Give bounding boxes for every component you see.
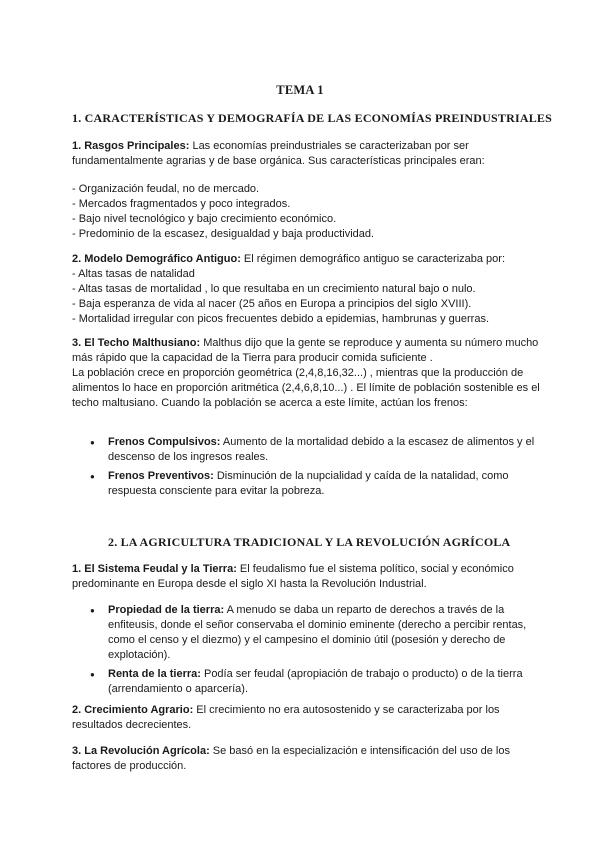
- techo-label: 3. El Techo Malthusiano:: [72, 337, 201, 349]
- techo-paragraph-2: La población crece en proporción geométrica (2,4,8,16,32...) , mientras que la producción de alimentos lo hace en proporción aritmética (2,4,6,8,10...) . El límite de población sostenible es el techo maltusiano. Cuando la población se acerca a este límite, actúan los frenos:: [72, 367, 540, 409]
- feudal-text: El feudalismo fue el sistema político, social y económico predominante en Europa desde el siglo XI hasta la Revolución Industrial.: [72, 563, 514, 590]
- crecimiento-text: El crecimiento no era autosostenido y se caracterizaba por los resultados decrecientes.: [72, 704, 500, 731]
- bullet-label: Renta de la tierra:: [108, 668, 201, 680]
- bullet-label: Frenos Preventivos:: [108, 470, 214, 482]
- section-2-heading: 2. LA AGRICULTURA TRADICIONAL Y LA REVOLUCIÓN AGRÍCOLA: [108, 535, 511, 549]
- list-item: - Bajo nivel tecnológico y bajo crecimiento económico.: [72, 213, 337, 225]
- list-item: - Mortalidad irregular con picos frecuentes debido a epidemias, hambrunas y guerras.: [72, 313, 489, 325]
- list-item: - Predominio de la escasez, desigualdad y baja productividad.: [72, 228, 375, 240]
- list-item: - Baja esperanza de vida al nacer (25 años en Europa a principios del siglo XVIII).: [72, 298, 472, 310]
- rasgos-list: [72, 182, 542, 242]
- modelo-label: 2. Modelo Demográfico Antiguo:: [72, 253, 241, 265]
- revolucion-paragraph: [72, 744, 542, 774]
- list-item: - Mercados fragmentados y poco integrados.: [72, 198, 291, 210]
- bullet-label: Frenos Compulsivos:: [108, 436, 221, 448]
- list-item: [90, 469, 540, 499]
- techo-paragraph: [72, 336, 542, 366]
- modelo-paragraph: [72, 252, 542, 327]
- bullet-text: Disminución de la nupcialidad y caída de la natalidad, como respuesta consciente para evitar la pobreza.: [108, 470, 509, 497]
- crecimiento-paragraph: [72, 703, 542, 733]
- feudal-paragraph: [72, 562, 542, 592]
- frenos-list: [90, 435, 540, 503]
- list-item: - Altas tasas de natalidad: [72, 268, 195, 280]
- rasgos-text: Las economías preindustriales se caracterizaban por ser fundamentalmente agrarias y de base orgánica. Sus características principales eran:: [72, 140, 485, 167]
- page-title: TEMA 1: [276, 83, 324, 97]
- bullet-text: Podía ser feudal (apropiación de trabajo o producto) o de la tierra (arrendamiento o aparcería).: [108, 668, 523, 695]
- bullet-label: Propiedad de la tierra:: [108, 604, 225, 616]
- modelo-text: El régimen demográfico antiguo se caracterizaba por:: [240, 253, 506, 265]
- list-item: [90, 667, 540, 697]
- crecimiento-label: 2. Crecimiento Agrario:: [72, 704, 194, 716]
- techo-text: Malthus dijo que la gente se reproduce y aumenta su número mucho más rápido que la capacidad de la Tierra para producir comida suficiente .: [72, 337, 539, 364]
- feudal-label: 1. El Sistema Feudal y la Tierra:: [72, 563, 237, 575]
- revolucion-label: 3. La Revolución Agrícola:: [72, 745, 210, 757]
- bullet-text: A menudo se daba un reparto de derechos a través de la enfiteusis, donde el señor conservaba el dominio eminente (derecho a percibir rentas, como el censo y el diezmo) y el campesino el dominio útil (posesión y derecho de explotación).: [108, 604, 527, 661]
- rasgos-paragraph: [72, 139, 542, 169]
- list-item: - Altas tasas de mortalidad , lo que resultaba en un crecimiento natural bajo o nulo.: [72, 283, 476, 295]
- list-item: [90, 435, 540, 465]
- rasgos-label: 1. Rasgos Principales:: [72, 140, 190, 152]
- section-1-heading: 1. CARACTERÍSTICAS Y DEMOGRAFÍA DE LAS ECONOMÍAS PREINDUSTRIALES: [72, 111, 552, 125]
- list-item: - Organización feudal, no de mercado.: [72, 183, 260, 195]
- feudal-list: [90, 603, 540, 701]
- bullet-text: Aumento de la mortalidad debido a la escasez de alimentos y el descenso de los ingresos reales.: [108, 436, 535, 463]
- revolucion-text: Se basó en la especialización e intensificación del uso de los factores de producción.: [72, 745, 510, 772]
- list-item: [90, 603, 540, 663]
